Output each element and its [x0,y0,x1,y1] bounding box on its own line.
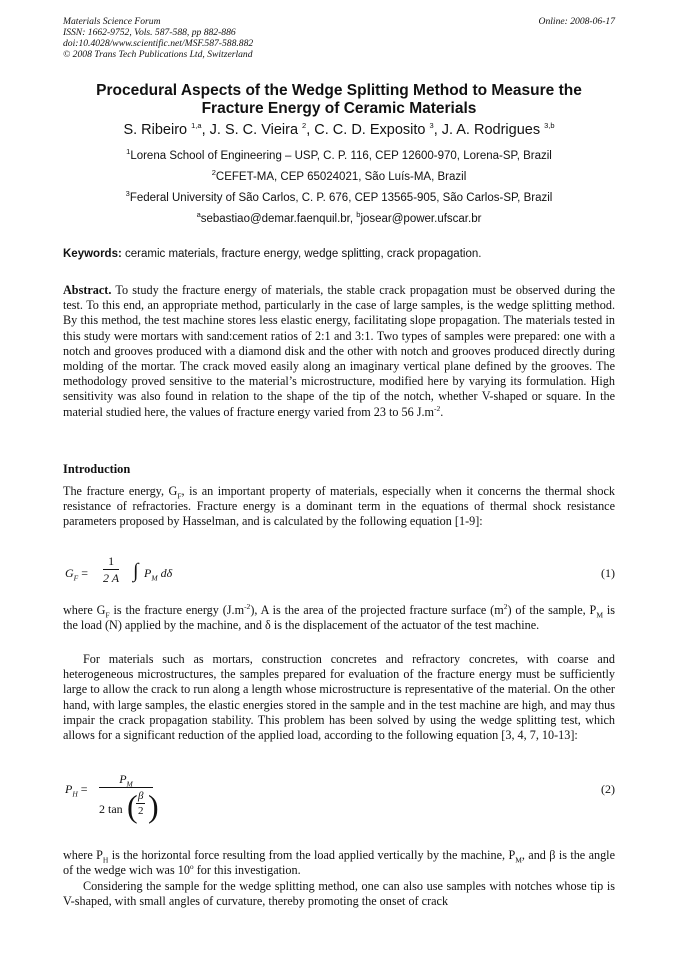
intro-p4-a: where P [63,848,103,862]
copyright-line: © 2008 Trans Tech Publications Ltd, Switzerland [63,49,253,60]
intro-paragraph-2 [63,603,615,633]
eq2-equals: = [77,782,88,796]
eq1-integral: ∫ [133,560,139,582]
author-list [40,122,638,138]
intro-p1-b: , is an important property of materials, especially when it concerns the thermal shock resistance of refractories. Fracture energy is a dominant term in the equations of thermal shock resistance parameters proposed by Hasselman, and is calculated by the following equation [1-9]: [63,484,616,529]
equation-2 [63,770,615,830]
abstract-label: Abstract. [63,283,112,297]
author-1: S. Ribeiro [123,122,192,138]
intro-p1-sub: F [177,491,182,501]
affiliation-2-text: CEFET-MA, CEP 65024021, São Luís-MA, Brazil [215,171,467,183]
abstract-end: . [440,404,444,419]
affiliation-1-text: Lorena School of Engineering – USP, C. P. 116, CEP 12600-970, Lorena-SP, Brazil [130,150,552,162]
eq1-equals: = [78,566,89,580]
affiliation-2 [40,168,638,183]
eq2-inner-fraction [136,790,145,818]
intro-paragraph-1 [63,484,615,530]
abstract-text: To study the fracture energy of materials, the stable crack propagation must be observed during the test. To this end, an appropriate method, particularly in the case of large samples, is the wedge splitting method. By this method, the test machine stores less elastic energy, facilitating slope propagation. The materials tested in this study were mortars with sand:cement ratios of 2:1 and 3:1. Two types of samples were prepared: one with a notch and grooves produced with a diamond disk and the other with notch and grooves produced directly during molding of the mortar. The crack moved easily along an imaginary vertical plane defined by the grooves. The methodology proved sensitive to the material’s microstructure, modified here by varying its formulation. High sensitivity was also found in relation to the shape of the tip of the notch, whether V-shaped or square. In the material studied here, the values of fracture energy varied from 23 to 56 J.m [63,283,615,419]
intro-p4-b: is the horizontal force resulting from the load applied vertically by the machine, P [108,848,516,862]
title-line-2: Fracture Energy of Ceramic Materials [201,100,477,117]
intro-p4-sub1: H [102,855,109,865]
eq2-left-paren: ( [127,788,138,824]
affiliation-1 [40,147,638,162]
affiliation-3 [40,189,638,204]
abstract-unit-sup: -2 [434,403,441,413]
intro-paragraph-5: Considering the sample for the wedge splitting method, one can also use samples with notches whose tip is V-shaped, with small angles of curvature, thereby promoting the onset of crack [63,879,615,909]
author-2-sup: 2 [302,121,307,131]
affiliation-3-sup: 3 [125,189,130,199]
eq2-lhs-sub: H [72,789,78,799]
doi-line[interactable]: doi:10.4028/www.scientific.net/MSF.587-588.882 [63,38,254,49]
email-line [40,210,638,225]
eq2-two: 2 [137,805,144,817]
author-1-sup: 1,a [191,121,202,131]
intro-p4-sub2: M [515,855,522,865]
eq2-denominator [99,794,123,824]
intro-paragraph-3: For materials such as mortars, construction concretes and refractory concretes, with coarse and heterogeneous microstructures, the samples prepared for evaluation of the fracture energy must be sufficiently large to allow the crack to run along a length whose microstructure is representative of the material. On the other hand, with large samples, the elastic energies stored in the sample and in the test machine are high, and may thus impair the crack propagation stability. This problem has been solved by using the wedge splitting test, which allows for a significant reduction of the applied load, according to the following equation [3, 4, 7, 10-13]: [63,652,615,743]
eq2-num: P [119,772,127,786]
intro-p2-sup1: -2 [244,601,251,611]
intro-p2-d: ) of the sample, P [507,603,597,617]
eq2-right-paren: ) [148,788,159,824]
email-b[interactable]: josear@power.ufscar.br [360,213,482,225]
keywords [63,248,615,260]
online-date: Online: 2008-06-17 [538,16,615,27]
email-b-sup: b [356,210,361,220]
intro-p1-a: The fracture energy, G [63,484,178,498]
eq2-number: (2) [601,782,615,796]
eq2-beta: β [138,790,144,802]
intro-p2-sup2: 2 [503,601,508,611]
affiliation-2-sup: 2 [211,168,216,178]
intro-p4-d: for this investigation. [193,863,301,878]
abstract [63,283,615,420]
eq1-body-sub: M [151,573,158,583]
intro-p4-c: , and β is the angle of the wedge wich was 10 [63,848,615,878]
author-2: , J. S. C. Vieira [201,122,303,138]
email-a[interactable]: sebastiao@demar.faenquil.br, [200,213,357,225]
keywords-text: ceramic materials, fracture energy, wedge splitting, crack propagation. [121,248,482,260]
eq2-num-sub: M [126,779,133,789]
section-heading-introduction: Introduction [63,462,131,476]
intro-p2-b: is the fracture energy (J.m [109,603,245,617]
intro-p2-sub1: F [105,610,110,620]
eq1-body: P [144,566,152,580]
intro-p2-e: is the load (N) applied by the machine, and δ is the displacement of the actuator of the test machine. [63,603,615,633]
author-3: , C. C. D. Exposito [306,122,430,138]
affiliation-3-text: Federal University of São Carlos, C. P. 676, CEP 13565-905, São Carlos-SP, Brazil [129,192,553,204]
intro-p2-sub2: M [596,610,604,620]
eq1-lhs-sub: F [73,573,79,583]
keywords-label: Keywords: [63,248,122,260]
eq1-fraction [103,554,119,586]
eq1-tail: dδ [157,566,173,580]
author-4: , J. A. Rodrigues [433,122,545,138]
author-4-sup: 3,b [544,121,555,131]
email-a-sup: a [196,210,201,220]
affiliation-1-sup: 1 [126,147,131,157]
intro-p2-a: where G [63,603,106,617]
eq2-lhs: P [65,782,73,796]
intro-paragraph-4 [63,848,615,878]
journal-header [63,16,253,60]
issn-line: ISSN: 1662-9752, Vols. 587-588, pp 882-886 [63,27,236,38]
eq2-den-tan: 2 tan [99,802,123,816]
eq1-number: (1) [601,566,615,580]
journal-name: Materials Science Forum [63,16,161,27]
eq1-numerator: 1 [103,554,119,570]
intro-p4-sup: o [189,862,194,872]
equation-1 [63,552,615,596]
title-line-1: Procedural Aspects of the Wedge Splitting Method to Measure the [96,82,582,99]
author-3-sup: 3 [429,121,434,131]
eq2-numerator [99,772,153,788]
eq1-denominator: 2 A [103,571,120,585]
intro-p2-c: ), A is the area of the projected fracture surface (m [250,603,504,617]
eq1-lhs: G [65,566,74,580]
paper-title [40,82,638,118]
